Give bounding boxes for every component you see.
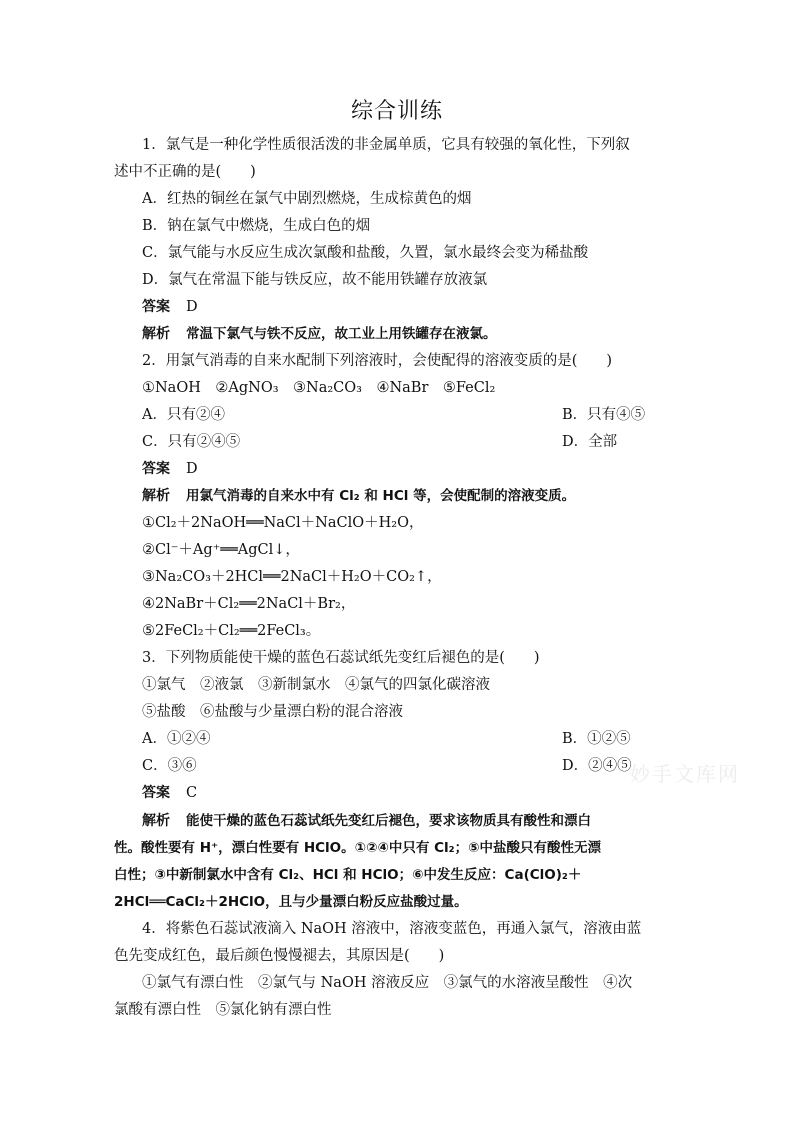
q2-answer — [142, 456, 686, 483]
q2-option-a: A．只有②④ — [142, 407, 225, 423]
q1-option-a: A．红热的铜丝在氯气中剧烈燃烧，生成棕黄色的烟 — [142, 191, 472, 207]
answer-value: D — [186, 461, 198, 477]
q2-equation-5: ⑤2FeCl₂＋Cl₂══2FeCl₃。 — [142, 623, 321, 639]
analysis-text: 常温下氯气与铁不反应，故工业上用铁罐存在液氯。 — [186, 326, 497, 342]
q2-option-c: C．只有②④⑤ — [142, 434, 241, 450]
q3-analysis-line1 — [142, 808, 686, 835]
q4-items-line2: 氯酸有漂白性 ⑤氯化钠有漂白性 — [114, 1002, 332, 1018]
q2-option-b: B．只有④⑤ — [562, 407, 646, 423]
q3-options-cd — [142, 753, 686, 780]
q4-items-line1: ①氯气有漂白性 ②氯气与 NaOH 溶液反应 ③氯气的水溶液呈酸性 ④次 — [142, 975, 633, 991]
analysis-label: 解析 — [142, 488, 170, 504]
page-title: 综合训练 — [350, 99, 443, 124]
q1-option-d: D．氯气在常温下能与铁反应，故不能用铁罐存放液氯 — [142, 272, 488, 288]
q1-stem-line1: 1．氯气是一种化学性质很活泼的非金属单质，它具有较强的氧化性，下列叙 — [142, 137, 630, 153]
q3-items-line1: ①氯气 ②液氯 ③新制氯水 ④氯气的四氯化碳溶液 — [142, 677, 490, 693]
q4-stem-line2: 色先变成红色，最后颜色慢慢褪去，其原因是( ) — [114, 948, 445, 964]
q2-item: ①NaOH — [142, 380, 201, 396]
q3-option-c: C．③⑥ — [142, 758, 197, 774]
q1-stem-line2: 述中不正确的是( ) — [114, 164, 256, 180]
q3-option-b: B．①②⑤ — [562, 731, 631, 747]
q2-option-d: D．全部 — [562, 434, 618, 450]
q2-analysis — [142, 483, 686, 510]
q2-equation-4: ④2NaBr＋Cl₂══2NaCl＋Br₂， — [142, 596, 356, 612]
answer-value: C — [186, 785, 198, 801]
watermark: 妙手文库网 — [630, 762, 740, 786]
q2-item: ③Na₂CO₃ — [293, 380, 362, 396]
q2-options-cd — [142, 429, 686, 456]
q2-equation-2: ②Cl⁻＋Ag⁺══AgCl↓， — [142, 542, 300, 558]
q2-options-ab — [142, 402, 686, 429]
q2-item: ②AgNO₃ — [215, 380, 279, 396]
q2-item: ④NaBr — [376, 380, 429, 396]
q3-answer — [142, 780, 686, 807]
q2-equation-3: ③Na₂CO₃＋2HCl══2NaCl＋H₂O＋CO₂↑， — [142, 569, 442, 585]
analysis-label: 解析 — [142, 326, 170, 342]
q2-equation-1: ①Cl₂＋2NaOH══NaCl＋NaClO＋H₂O， — [142, 515, 424, 531]
answer-value: D — [186, 299, 198, 315]
q2-stem: 2．用氯气消毒的自来水配制下列溶液时，会使配得的溶液变质的是( ) — [142, 353, 613, 369]
analysis-text: 能使干燥的蓝色石蕊试纸先变红后褪色，要求该物质具有酸性和漂白 — [186, 813, 591, 829]
answer-label: 答案 — [142, 299, 170, 315]
analysis-text: 用氯气消毒的自来水中有 Cl₂ 和 HCl 等，会使配制的溶液变质。 — [186, 488, 576, 504]
answer-label: 答案 — [142, 461, 170, 477]
q3-analysis-line3: 白性；③中新制氯水中含有 Cl₂、HCl 和 HClO；⑥中发生反应：Ca(ClO)₂＋ — [114, 867, 582, 883]
q2-item: ⑤FeCl₂ — [442, 380, 496, 396]
q3-option-a: A．①②④ — [142, 731, 211, 747]
analysis-label: 解析 — [142, 813, 170, 829]
q3-items-line2: ⑤盐酸 ⑥盐酸与少量漂白粉的混合溶液 — [142, 704, 403, 720]
answer-label: 答案 — [142, 785, 170, 801]
q4-stem-line1: 4．将紫色石蕊试液滴入 NaOH 溶液中，溶液变蓝色，再通入氯气，溶液由蓝 — [142, 921, 642, 937]
q3-option-d: D．②④⑤ — [562, 758, 632, 774]
q3-stem: 3．下列物质能使干燥的蓝色石蕊试纸先变红后褪色的是( ) — [142, 650, 540, 666]
q1-option-c: C．氯气能与水反应生成次氯酸和盐酸，久置，氯水最终会变为稀盐酸 — [142, 245, 589, 261]
q3-analysis-line4: 2HCl══CaCl₂＋2HClO，且与少量漂白粉反应盐酸过量。 — [114, 894, 468, 910]
q1-analysis — [142, 321, 686, 348]
q3-analysis-line2: 性。酸性要有 H⁺，漂白性要有 HClO。①②④中只有 Cl₂；⑤中盐酸只有酸性无漂 — [114, 840, 602, 856]
q1-option-b: B．钠在氯气中燃烧，生成白色的烟 — [142, 218, 371, 234]
q3-options-ab — [142, 726, 686, 753]
q1-answer — [142, 294, 686, 321]
q2-items — [142, 375, 686, 402]
